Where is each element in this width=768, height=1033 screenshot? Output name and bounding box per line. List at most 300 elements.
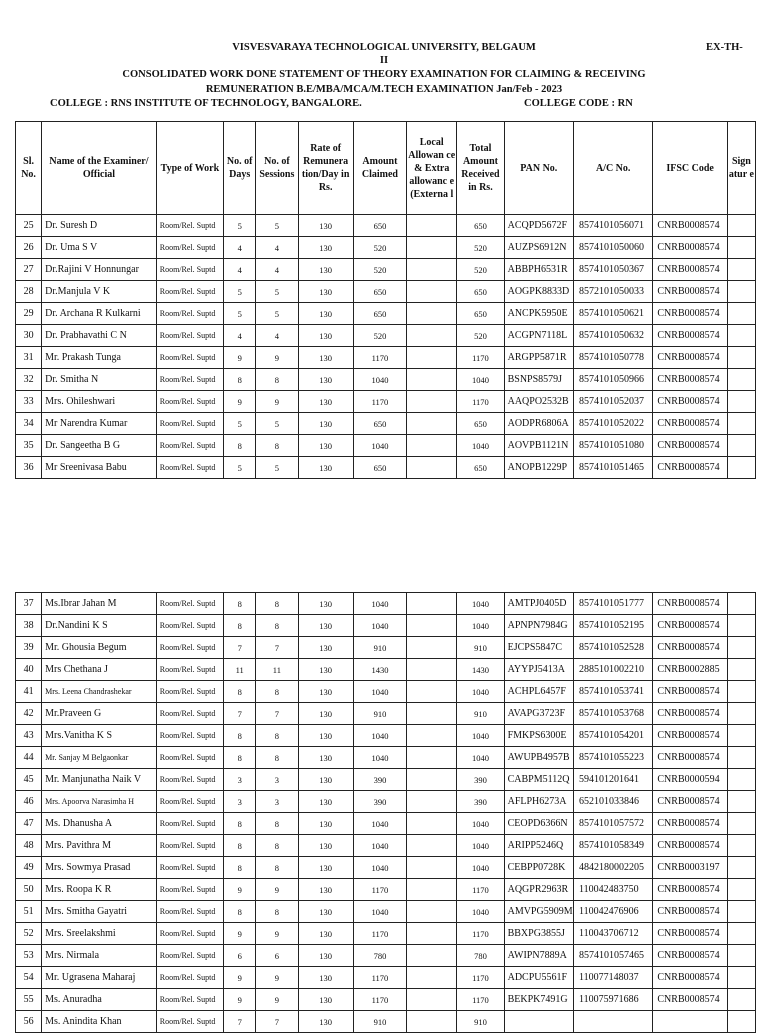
cell-sessions: 5 [256,457,298,479]
cell-sign [727,725,755,747]
cell-ifsc: CNRB0008574 [653,413,727,435]
cell-sl: 48 [16,835,42,857]
cell-amount: 1040 [353,725,406,747]
table-row [16,857,756,879]
cell-ifsc [653,1011,727,1033]
col-type: Type of Work [156,122,223,215]
cell-total: 1040 [457,369,504,391]
cell-sl: 45 [16,769,42,791]
cell-sign [727,901,755,923]
table-row [16,967,756,989]
cell-sl: 27 [16,259,42,281]
cell-total: 520 [457,237,504,259]
cell-ifsc: CNRB0008574 [653,281,727,303]
cell-amount: 1040 [353,901,406,923]
cell-pan: ACHPL6457F [504,681,573,703]
cell-sl: 34 [16,413,42,435]
cell-ifsc: CNRB0008574 [653,237,727,259]
cell-ifsc: CNRB0008574 [653,681,727,703]
cell-pan: ANCPK5950E [504,303,573,325]
table-row [16,791,756,813]
cell-total: 1040 [457,747,504,769]
cell-ac: 8572101050033 [573,281,652,303]
cell-sl: 40 [16,659,42,681]
cell-total: 650 [457,303,504,325]
cell-type: Room/Rel. Suptd [156,615,223,637]
cell-pan: AAQPO2532B [504,391,573,413]
cell-pan: BEKPK7491G [504,989,573,1011]
cell-local [407,435,457,457]
cell-rate: 130 [298,215,353,237]
cell-local [407,391,457,413]
cell-sign [727,347,755,369]
cell-sessions: 8 [256,857,298,879]
cell-name: Mrs. Leena Chandrashekar [42,681,157,703]
cell-sessions: 5 [256,303,298,325]
cell-name: Mrs. Pavithra M [42,835,157,857]
cell-sign [727,325,755,347]
cell-sign [727,769,755,791]
cell-sl: 53 [16,945,42,967]
cell-local [407,923,457,945]
col-local: Local Allowan ce & Extra allowanc e (Externa l [407,122,457,215]
cell-sl: 43 [16,725,42,747]
cell-type: Room/Rel. Suptd [156,303,223,325]
cell-sign [727,637,755,659]
cell-amount: 390 [353,769,406,791]
cell-ac: 110043706712 [573,923,652,945]
cell-amount: 650 [353,303,406,325]
cell-rate: 130 [298,945,353,967]
cell-name: Dr. Uma S V [42,237,157,259]
cell-ac: 4842180002205 [573,857,652,879]
cell-sl: 49 [16,857,42,879]
cell-sessions: 6 [256,945,298,967]
cell-pan: ADCPU5561F [504,967,573,989]
cell-amount: 650 [353,281,406,303]
cell-type: Room/Rel. Suptd [156,435,223,457]
cell-ifsc: CNRB0000594 [653,769,727,791]
cell-name: Dr. Suresh D [42,215,157,237]
cell-ac: 8574101058349 [573,835,652,857]
cell-ac: 8574101050367 [573,259,652,281]
cell-sessions: 9 [256,347,298,369]
cell-days: 8 [224,835,256,857]
cell-sessions: 8 [256,615,298,637]
cell-local [407,615,457,637]
cell-total: 650 [457,281,504,303]
cell-rate: 130 [298,615,353,637]
cell-sessions: 8 [256,901,298,923]
cell-type: Room/Rel. Suptd [156,637,223,659]
remuneration-table-2 [15,592,756,1033]
table-row [16,901,756,923]
cell-ac: 8574101055223 [573,747,652,769]
cell-type: Room/Rel. Suptd [156,989,223,1011]
cell-amount: 1170 [353,391,406,413]
cell-ifsc: CNRB0008574 [653,791,727,813]
cell-pan: AWUPB4957B [504,747,573,769]
cell-sessions: 9 [256,879,298,901]
cell-sl: 37 [16,593,42,615]
cell-ac: 8574101052195 [573,615,652,637]
cell-ac: 8574101057572 [573,813,652,835]
cell-local [407,637,457,659]
cell-total: 390 [457,769,504,791]
cell-local [407,967,457,989]
cell-amount: 910 [353,703,406,725]
cell-days: 9 [224,967,256,989]
col-total: Total Amount Received in Rs. [457,122,504,215]
cell-sign [727,237,755,259]
cell-pan: AVAPG3723F [504,703,573,725]
cell-local [407,747,457,769]
cell-days: 3 [224,769,256,791]
cell-name: Mrs. Smitha Gayatri [42,901,157,923]
cell-sign [727,923,755,945]
cell-local [407,325,457,347]
cell-ifsc: CNRB0008574 [653,391,727,413]
cell-type: Room/Rel. Suptd [156,215,223,237]
cell-ac: 8574101054201 [573,725,652,747]
cell-sign [727,391,755,413]
cell-rate: 130 [298,791,353,813]
cell-local [407,901,457,923]
cell-sign [727,1011,755,1033]
cell-amount: 1040 [353,813,406,835]
cell-amount: 1040 [353,369,406,391]
cell-ifsc: CNRB0008574 [653,703,727,725]
cell-days: 8 [224,615,256,637]
cell-name: Mr Sreenivasa Babu [42,457,157,479]
cell-name: Mr. Prakash Tunga [42,347,157,369]
cell-ac: 8574101050632 [573,325,652,347]
cell-rate: 130 [298,901,353,923]
table-row [16,281,756,303]
header-row [16,122,756,215]
cell-sl: 47 [16,813,42,835]
cell-type: Room/Rel. Suptd [156,967,223,989]
cell-amount: 1040 [353,747,406,769]
cell-type: Room/Rel. Suptd [156,1011,223,1033]
cell-amount: 1430 [353,659,406,681]
cell-pan: AUZPS6912N [504,237,573,259]
cell-ifsc: CNRB0008574 [653,615,727,637]
cell-ifsc: CNRB0003197 [653,857,727,879]
cell-pan: APNPN7984G [504,615,573,637]
cell-rate: 130 [298,637,353,659]
cell-total: 1040 [457,681,504,703]
cell-rate: 130 [298,325,353,347]
cell-sessions: 5 [256,413,298,435]
table-row [16,259,756,281]
cell-ac: 8574101052022 [573,413,652,435]
cell-sessions: 9 [256,967,298,989]
cell-sign [727,857,755,879]
cell-ac: 110042476906 [573,901,652,923]
cell-sign [727,413,755,435]
cell-days: 8 [224,747,256,769]
cell-pan: CEBPP0728K [504,857,573,879]
table-row [16,835,756,857]
cell-ac: 594101201641 [573,769,652,791]
cell-sign [727,281,755,303]
cell-amount: 780 [353,945,406,967]
cell-local [407,237,457,259]
cell-sign [727,303,755,325]
cell-days: 11 [224,659,256,681]
cell-amount: 1040 [353,435,406,457]
cell-name: Mrs.Vanitha K S [42,725,157,747]
cell-sl: 50 [16,879,42,901]
cell-ac: 8574101053741 [573,681,652,703]
college-name: COLLEGE : RNS INSTITUTE OF TECHNOLOGY, BANGALORE. [50,98,362,109]
cell-ifsc: CNRB0008574 [653,835,727,857]
cell-sign [727,435,755,457]
cell-local [407,215,457,237]
table-row [16,391,756,413]
cell-sessions: 8 [256,681,298,703]
cell-rate: 130 [298,413,353,435]
cell-sessions: 7 [256,703,298,725]
cell-rate: 130 [298,835,353,857]
cell-pan: AFLPH6273A [504,791,573,813]
cell-rate: 130 [298,769,353,791]
cell-sign [727,747,755,769]
cell-name: Mr.Praveen G [42,703,157,725]
college-code: COLLEGE CODE : RN [524,98,633,109]
cell-amount: 520 [353,237,406,259]
cell-rate: 130 [298,281,353,303]
cell-type: Room/Rel. Suptd [156,593,223,615]
cell-sign [727,879,755,901]
cell-ifsc: CNRB0008574 [653,725,727,747]
cell-name: Dr.Nandini K S [42,615,157,637]
cell-total: 1040 [457,435,504,457]
cell-name: Ms. Anindita Khan [42,1011,157,1033]
col-sign: Sign atur e [727,122,755,215]
cell-days: 5 [224,281,256,303]
cell-pan: AOGPK8833D [504,281,573,303]
cell-name: Mr. Sanjay M Belgaonkar [42,747,157,769]
cell-ac: 8574101057465 [573,945,652,967]
cell-local [407,593,457,615]
cell-sessions: 5 [256,215,298,237]
cell-days: 8 [224,857,256,879]
cell-ifsc: CNRB0008574 [653,593,727,615]
cell-type: Room/Rel. Suptd [156,659,223,681]
cell-type: Room/Rel. Suptd [156,391,223,413]
cell-days: 9 [224,989,256,1011]
table-row [16,215,756,237]
cell-name: Ms. Anuradha [42,989,157,1011]
cell-ifsc: CNRB0008574 [653,435,727,457]
cell-local [407,769,457,791]
cell-local [407,813,457,835]
cell-days: 7 [224,1011,256,1033]
cell-rate: 130 [298,857,353,879]
cell-local [407,659,457,681]
cell-local [407,457,457,479]
cell-days: 8 [224,369,256,391]
cell-name: Mr. Ugrasena Maharaj [42,967,157,989]
cell-total: 520 [457,325,504,347]
cell-pan: AODPR6806A [504,413,573,435]
cell-name: Dr. Prabhavathi C N [42,325,157,347]
table-row [16,681,756,703]
cell-pan: CABPM5112Q [504,769,573,791]
cell-amount: 1040 [353,615,406,637]
cell-name: Mrs. Nirmala [42,945,157,967]
cell-type: Room/Rel. Suptd [156,347,223,369]
cell-sessions: 8 [256,593,298,615]
cell-pan: CEOPD6366N [504,813,573,835]
cell-type: Room/Rel. Suptd [156,369,223,391]
cell-sign [727,989,755,1011]
cell-rate: 130 [298,725,353,747]
cell-name: Mrs. Ohileshwari [42,391,157,413]
cell-rate: 130 [298,747,353,769]
cell-sl: 41 [16,681,42,703]
cell-total: 1040 [457,725,504,747]
cell-type: Room/Rel. Suptd [156,457,223,479]
cell-days: 9 [224,879,256,901]
cell-rate: 130 [298,435,353,457]
cell-ifsc: CNRB0008574 [653,813,727,835]
cell-ac: 8574101050060 [573,237,652,259]
cell-total: 1040 [457,901,504,923]
cell-amount: 1040 [353,857,406,879]
cell-type: Room/Rel. Suptd [156,237,223,259]
cell-ac: 8574101052037 [573,391,652,413]
cell-days: 8 [224,725,256,747]
cell-sl: 35 [16,435,42,457]
cell-name: Mrs. Sowmya Prasad [42,857,157,879]
cell-rate: 130 [298,237,353,259]
cell-name: Dr. Archana R Kulkarni [42,303,157,325]
table-1-body [16,215,756,479]
cell-local [407,857,457,879]
cell-sessions: 4 [256,259,298,281]
cell-type: Room/Rel. Suptd [156,813,223,835]
cell-total: 1040 [457,835,504,857]
cell-pan: ACGPN7118L [504,325,573,347]
cell-name: Mrs. Apoorva Narasimha H [42,791,157,813]
table-row [16,945,756,967]
cell-rate: 130 [298,303,353,325]
cell-days: 8 [224,593,256,615]
cell-sign [727,945,755,967]
cell-sl: 32 [16,369,42,391]
cell-local [407,681,457,703]
cell-sign [727,615,755,637]
cell-local [407,1011,457,1033]
cell-sl: 29 [16,303,42,325]
cell-ifsc: CNRB0008574 [653,347,727,369]
cell-sign [727,593,755,615]
cell-amount: 1170 [353,347,406,369]
cell-type: Room/Rel. Suptd [156,923,223,945]
cell-total: 1430 [457,659,504,681]
cell-rate: 130 [298,923,353,945]
col-ifsc: IFSC Code [653,122,727,215]
cell-name: Mr. Manjunatha Naik V [42,769,157,791]
cell-pan [504,1011,573,1033]
cell-sessions: 9 [256,923,298,945]
cell-sl: 46 [16,791,42,813]
cell-name: Ms. Dhanusha A [42,813,157,835]
cell-total: 1040 [457,593,504,615]
cell-pan: BBXPG3855J [504,923,573,945]
cell-pan: BSNPS8579J [504,369,573,391]
cell-pan: AMTPJ0405D [504,593,573,615]
cell-type: Room/Rel. Suptd [156,747,223,769]
cell-sessions: 9 [256,989,298,1011]
cell-sessions: 3 [256,791,298,813]
table-row [16,769,756,791]
cell-total: 910 [457,703,504,725]
cell-pan: ARIPP5246Q [504,835,573,857]
cell-amount: 1170 [353,923,406,945]
cell-local [407,703,457,725]
table-row [16,615,756,637]
cell-rate: 130 [298,259,353,281]
cell-ifsc: CNRB0008574 [653,303,727,325]
cell-type: Room/Rel. Suptd [156,259,223,281]
table-row [16,637,756,659]
cell-sl: 33 [16,391,42,413]
cell-pan: AWIPN7889A [504,945,573,967]
col-sl: Sl. No. [16,122,42,215]
cell-amount: 1170 [353,879,406,901]
cell-amount: 1040 [353,835,406,857]
cell-total: 910 [457,1011,504,1033]
cell-total: 1040 [457,615,504,637]
cell-ifsc: CNRB0008574 [653,879,727,901]
cell-sl: 25 [16,215,42,237]
cell-ac: 2885101002210 [573,659,652,681]
cell-days: 9 [224,923,256,945]
cell-rate: 130 [298,703,353,725]
cell-type: Room/Rel. Suptd [156,281,223,303]
cell-ac: 8574101050966 [573,369,652,391]
cell-name: Dr. Smitha N [42,369,157,391]
cell-ifsc: CNRB0008574 [653,457,727,479]
cell-name: Ms.Ibrar Jahan M [42,593,157,615]
cell-local [407,259,457,281]
cell-sessions: 5 [256,281,298,303]
cell-sessions: 4 [256,237,298,259]
cell-days: 4 [224,325,256,347]
cell-local [407,835,457,857]
cell-total: 650 [457,457,504,479]
cell-ifsc: CNRB0008574 [653,923,727,945]
cell-rate: 130 [298,659,353,681]
cell-ac [573,1011,652,1033]
cell-ifsc: CNRB0002885 [653,659,727,681]
cell-amount: 390 [353,791,406,813]
cell-days: 8 [224,901,256,923]
cell-pan: AMVPG5909M [504,901,573,923]
cell-days: 8 [224,435,256,457]
cell-type: Room/Rel. Suptd [156,725,223,747]
cell-sl: 28 [16,281,42,303]
cell-sign [727,681,755,703]
cell-days: 5 [224,303,256,325]
cell-name: Mrs. Roopa K R [42,879,157,901]
cell-sign [727,659,755,681]
table-row [16,325,756,347]
